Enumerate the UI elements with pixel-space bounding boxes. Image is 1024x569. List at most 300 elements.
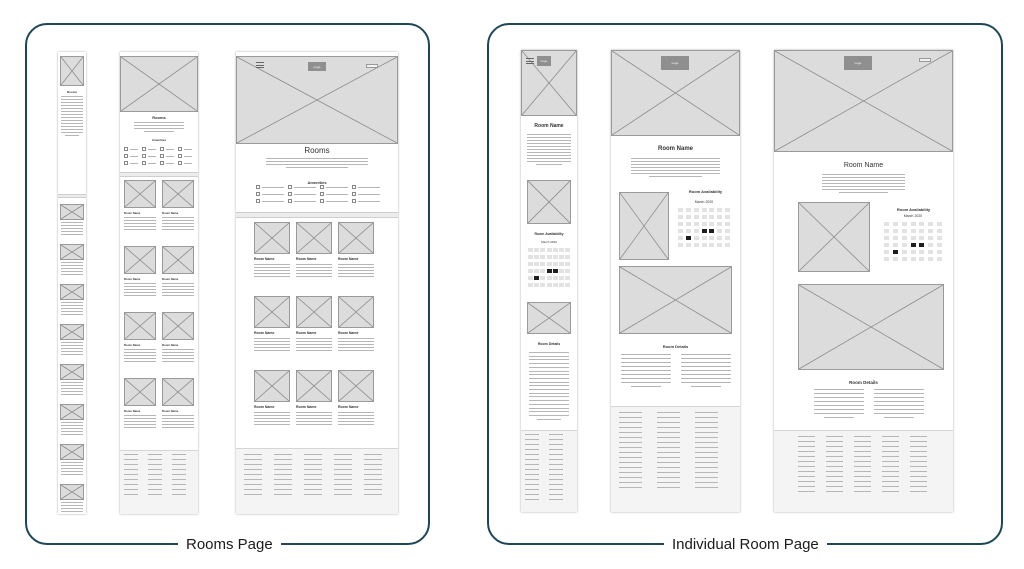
calendar-day[interactable] bbox=[534, 276, 539, 280]
footer-link[interactable] bbox=[619, 412, 642, 413]
calendar-day[interactable] bbox=[678, 215, 683, 219]
calendar-day[interactable] bbox=[928, 222, 933, 226]
footer-link[interactable] bbox=[549, 439, 563, 440]
footer-link[interactable] bbox=[304, 469, 322, 470]
footer-link[interactable] bbox=[910, 481, 927, 482]
footer-link[interactable] bbox=[364, 459, 382, 460]
menu-icon[interactable] bbox=[256, 62, 264, 68]
footer-link[interactable] bbox=[826, 481, 843, 482]
footer-link[interactable] bbox=[124, 479, 138, 480]
footer-link[interactable] bbox=[854, 491, 871, 492]
availability-calendar[interactable] bbox=[882, 214, 944, 264]
calendar-day[interactable] bbox=[547, 276, 552, 280]
calendar-day[interactable] bbox=[702, 222, 707, 226]
footer-link[interactable] bbox=[798, 441, 815, 442]
footer-link[interactable] bbox=[304, 464, 322, 465]
footer-link[interactable] bbox=[549, 499, 563, 500]
calendar-day[interactable] bbox=[702, 243, 707, 247]
footer-link[interactable] bbox=[854, 456, 871, 457]
calendar-day[interactable] bbox=[717, 243, 722, 247]
footer-link[interactable] bbox=[882, 436, 899, 437]
calendar-day[interactable] bbox=[928, 250, 933, 254]
calendar-day[interactable] bbox=[709, 222, 714, 226]
calendar-day[interactable] bbox=[893, 250, 898, 254]
footer-link[interactable] bbox=[124, 474, 138, 475]
calendar-day[interactable] bbox=[565, 255, 570, 259]
footer-link[interactable] bbox=[172, 469, 186, 470]
footer-link[interactable] bbox=[334, 474, 352, 475]
footer-link[interactable] bbox=[525, 439, 539, 440]
footer-link[interactable] bbox=[910, 436, 927, 437]
footer-link[interactable] bbox=[244, 494, 262, 495]
footer-link[interactable] bbox=[854, 451, 871, 452]
calendar-day[interactable] bbox=[686, 222, 691, 226]
calendar-day[interactable] bbox=[717, 222, 722, 226]
footer-link[interactable] bbox=[304, 479, 322, 480]
footer-link[interactable] bbox=[882, 441, 899, 442]
calendar-day[interactable] bbox=[911, 257, 916, 261]
calendar-day[interactable] bbox=[709, 243, 714, 247]
calendar-day[interactable] bbox=[534, 269, 539, 273]
calendar-day[interactable] bbox=[928, 243, 933, 247]
footer-link[interactable] bbox=[304, 459, 322, 460]
footer-link[interactable] bbox=[798, 476, 815, 477]
footer-link[interactable] bbox=[826, 446, 843, 447]
footer-link[interactable] bbox=[244, 479, 262, 480]
footer-link[interactable] bbox=[172, 484, 186, 485]
footer-link[interactable] bbox=[657, 432, 680, 433]
footer-link[interactable] bbox=[172, 459, 186, 460]
calendar-day[interactable] bbox=[565, 262, 570, 266]
footer-link[interactable] bbox=[172, 494, 186, 495]
footer-link[interactable] bbox=[882, 486, 899, 487]
calendar-day[interactable] bbox=[919, 236, 924, 240]
calendar-day[interactable] bbox=[725, 215, 730, 219]
footer-link[interactable] bbox=[882, 451, 899, 452]
calendar-day[interactable] bbox=[540, 276, 545, 280]
calendar-day[interactable] bbox=[709, 236, 714, 240]
calendar-day[interactable] bbox=[884, 243, 889, 247]
footer-link[interactable] bbox=[525, 479, 539, 480]
calendar-day[interactable] bbox=[694, 222, 699, 226]
footer-link[interactable] bbox=[826, 461, 843, 462]
footer-link[interactable] bbox=[274, 459, 292, 460]
footer-link[interactable] bbox=[124, 494, 138, 495]
footer-link[interactable] bbox=[274, 469, 292, 470]
footer-link[interactable] bbox=[882, 471, 899, 472]
footer-link[interactable] bbox=[826, 441, 843, 442]
footer-link[interactable] bbox=[619, 467, 642, 468]
calendar-day[interactable] bbox=[893, 236, 898, 240]
footer-link[interactable] bbox=[549, 444, 563, 445]
calendar-day[interactable] bbox=[694, 229, 699, 233]
calendar-day[interactable] bbox=[937, 222, 942, 226]
footer-link[interactable] bbox=[619, 482, 642, 483]
footer-link[interactable] bbox=[657, 457, 680, 458]
footer-link[interactable] bbox=[148, 464, 162, 465]
footer-link[interactable] bbox=[549, 449, 563, 450]
footer-link[interactable] bbox=[798, 456, 815, 457]
calendar-day[interactable] bbox=[553, 276, 558, 280]
calendar-day[interactable] bbox=[911, 243, 916, 247]
footer-link[interactable] bbox=[798, 471, 815, 472]
footer-link[interactable] bbox=[695, 442, 718, 443]
calendar-day[interactable] bbox=[709, 229, 714, 233]
calendar-day[interactable] bbox=[694, 236, 699, 240]
footer-link[interactable] bbox=[124, 469, 138, 470]
calendar-day[interactable] bbox=[717, 215, 722, 219]
calendar-day[interactable] bbox=[540, 255, 545, 259]
calendar-day[interactable] bbox=[565, 276, 570, 280]
footer-link[interactable] bbox=[172, 454, 186, 455]
footer-link[interactable] bbox=[304, 454, 322, 455]
footer-link[interactable] bbox=[525, 444, 539, 445]
calendar-day[interactable] bbox=[937, 229, 942, 233]
footer-link[interactable] bbox=[826, 466, 843, 467]
footer-link[interactable] bbox=[854, 436, 871, 437]
calendar-day[interactable] bbox=[702, 229, 707, 233]
footer-link[interactable] bbox=[695, 417, 718, 418]
calendar-day[interactable] bbox=[884, 222, 889, 226]
footer-link[interactable] bbox=[657, 417, 680, 418]
calendar-day[interactable] bbox=[937, 257, 942, 261]
footer-link[interactable] bbox=[798, 486, 815, 487]
footer-link[interactable] bbox=[910, 456, 927, 457]
footer-link[interactable] bbox=[549, 474, 563, 475]
footer-link[interactable] bbox=[910, 491, 927, 492]
footer-link[interactable] bbox=[798, 491, 815, 492]
footer-link[interactable] bbox=[657, 477, 680, 478]
footer-link[interactable] bbox=[549, 434, 563, 435]
footer-link[interactable] bbox=[244, 469, 262, 470]
availability-calendar[interactable] bbox=[527, 240, 571, 280]
footer-link[interactable] bbox=[364, 484, 382, 485]
calendar-day[interactable] bbox=[686, 229, 691, 233]
footer-link[interactable] bbox=[826, 436, 843, 437]
footer-link[interactable] bbox=[525, 464, 539, 465]
footer-link[interactable] bbox=[695, 432, 718, 433]
footer-link[interactable] bbox=[619, 442, 642, 443]
calendar-day[interactable] bbox=[911, 229, 916, 233]
footer-link[interactable] bbox=[657, 452, 680, 453]
calendar-day[interactable] bbox=[686, 243, 691, 247]
footer-link[interactable] bbox=[695, 422, 718, 423]
footer-link[interactable] bbox=[364, 494, 382, 495]
footer-link[interactable] bbox=[364, 469, 382, 470]
calendar-day[interactable] bbox=[919, 243, 924, 247]
footer-link[interactable] bbox=[525, 459, 539, 460]
calendar-day[interactable] bbox=[694, 243, 699, 247]
calendar-day[interactable] bbox=[540, 283, 545, 287]
footer-link[interactable] bbox=[910, 476, 927, 477]
calendar-day[interactable] bbox=[702, 236, 707, 240]
calendar-day[interactable] bbox=[678, 208, 683, 212]
footer-link[interactable] bbox=[910, 461, 927, 462]
footer-link[interactable] bbox=[619, 472, 642, 473]
calendar-day[interactable] bbox=[678, 236, 683, 240]
footer-link[interactable] bbox=[304, 484, 322, 485]
calendar-day[interactable] bbox=[528, 276, 533, 280]
footer-link[interactable] bbox=[274, 489, 292, 490]
footer-link[interactable] bbox=[854, 466, 871, 467]
calendar-day[interactable] bbox=[553, 262, 558, 266]
footer-link[interactable] bbox=[525, 449, 539, 450]
footer-link[interactable] bbox=[549, 469, 563, 470]
footer-link[interactable] bbox=[882, 466, 899, 467]
calendar-day[interactable] bbox=[893, 222, 898, 226]
footer-link[interactable] bbox=[657, 422, 680, 423]
calendar-day[interactable] bbox=[902, 222, 907, 226]
footer-link[interactable] bbox=[148, 489, 162, 490]
calendar-day[interactable] bbox=[937, 250, 942, 254]
footer-link[interactable] bbox=[148, 459, 162, 460]
footer-link[interactable] bbox=[695, 447, 718, 448]
calendar-day[interactable] bbox=[725, 236, 730, 240]
calendar-day[interactable] bbox=[919, 257, 924, 261]
footer-link[interactable] bbox=[882, 481, 899, 482]
footer-link[interactable] bbox=[334, 469, 352, 470]
footer-link[interactable] bbox=[826, 471, 843, 472]
calendar-day[interactable] bbox=[534, 248, 539, 252]
calendar-day[interactable] bbox=[709, 215, 714, 219]
calendar-day[interactable] bbox=[528, 269, 533, 273]
calendar-day[interactable] bbox=[884, 257, 889, 261]
footer-link[interactable] bbox=[882, 461, 899, 462]
footer-link[interactable] bbox=[657, 412, 680, 413]
footer-link[interactable] bbox=[334, 484, 352, 485]
footer-link[interactable] bbox=[334, 494, 352, 495]
footer-link[interactable] bbox=[549, 489, 563, 490]
footer-link[interactable] bbox=[695, 482, 718, 483]
footer-link[interactable] bbox=[172, 464, 186, 465]
footer-link[interactable] bbox=[549, 484, 563, 485]
footer-link[interactable] bbox=[882, 456, 899, 457]
calendar-day[interactable] bbox=[893, 229, 898, 233]
footer-link[interactable] bbox=[304, 474, 322, 475]
footer-link[interactable] bbox=[882, 446, 899, 447]
footer-link[interactable] bbox=[525, 434, 539, 435]
footer-link[interactable] bbox=[695, 437, 718, 438]
footer-link[interactable] bbox=[657, 437, 680, 438]
footer-link[interactable] bbox=[619, 452, 642, 453]
footer-link[interactable] bbox=[619, 462, 642, 463]
footer-link[interactable] bbox=[124, 484, 138, 485]
calendar-day[interactable] bbox=[694, 215, 699, 219]
calendar-day[interactable] bbox=[902, 229, 907, 233]
calendar-day[interactable] bbox=[911, 236, 916, 240]
calendar-day[interactable] bbox=[565, 269, 570, 273]
footer-link[interactable] bbox=[124, 454, 138, 455]
footer-link[interactable] bbox=[172, 474, 186, 475]
calendar-day[interactable] bbox=[709, 208, 714, 212]
footer-link[interactable] bbox=[364, 479, 382, 480]
footer-link[interactable] bbox=[657, 447, 680, 448]
footer-link[interactable] bbox=[695, 487, 718, 488]
footer-link[interactable] bbox=[695, 477, 718, 478]
calendar-day[interactable] bbox=[678, 229, 683, 233]
calendar-day[interactable] bbox=[911, 250, 916, 254]
footer-link[interactable] bbox=[826, 486, 843, 487]
footer-link[interactable] bbox=[334, 459, 352, 460]
calendar-day[interactable] bbox=[559, 255, 564, 259]
footer-link[interactable] bbox=[910, 446, 927, 447]
footer-link[interactable] bbox=[798, 466, 815, 467]
footer-link[interactable] bbox=[244, 464, 262, 465]
footer-link[interactable] bbox=[364, 464, 382, 465]
footer-link[interactable] bbox=[798, 446, 815, 447]
calendar-day[interactable] bbox=[884, 236, 889, 240]
calendar-day[interactable] bbox=[725, 229, 730, 233]
calendar-day[interactable] bbox=[553, 283, 558, 287]
calendar-day[interactable] bbox=[678, 222, 683, 226]
calendar-day[interactable] bbox=[559, 269, 564, 273]
header-link[interactable] bbox=[919, 58, 931, 62]
footer-link[interactable] bbox=[826, 456, 843, 457]
footer-link[interactable] bbox=[657, 467, 680, 468]
calendar-day[interactable] bbox=[565, 248, 570, 252]
calendar-day[interactable] bbox=[717, 229, 722, 233]
calendar-day[interactable] bbox=[534, 262, 539, 266]
footer-link[interactable] bbox=[619, 422, 642, 423]
footer-link[interactable] bbox=[525, 499, 539, 500]
footer-link[interactable] bbox=[910, 486, 927, 487]
footer-link[interactable] bbox=[549, 464, 563, 465]
footer-link[interactable] bbox=[274, 479, 292, 480]
calendar-day[interactable] bbox=[919, 250, 924, 254]
calendar-day[interactable] bbox=[553, 269, 558, 273]
footer-link[interactable] bbox=[657, 427, 680, 428]
footer-link[interactable] bbox=[172, 489, 186, 490]
calendar-day[interactable] bbox=[547, 255, 552, 259]
calendar-day[interactable] bbox=[528, 255, 533, 259]
footer-link[interactable] bbox=[549, 459, 563, 460]
footer-link[interactable] bbox=[854, 471, 871, 472]
calendar-day[interactable] bbox=[528, 262, 533, 266]
menu-icon[interactable] bbox=[526, 58, 534, 64]
footer-link[interactable] bbox=[525, 469, 539, 470]
footer-link[interactable] bbox=[148, 479, 162, 480]
calendar-day[interactable] bbox=[553, 255, 558, 259]
calendar-day[interactable] bbox=[893, 243, 898, 247]
calendar-day[interactable] bbox=[902, 257, 907, 261]
footer-link[interactable] bbox=[304, 494, 322, 495]
footer-link[interactable] bbox=[274, 474, 292, 475]
footer-link[interactable] bbox=[274, 494, 292, 495]
footer-link[interactable] bbox=[619, 417, 642, 418]
footer-link[interactable] bbox=[304, 489, 322, 490]
calendar-day[interactable] bbox=[534, 255, 539, 259]
footer-link[interactable] bbox=[826, 476, 843, 477]
calendar-day[interactable] bbox=[547, 283, 552, 287]
footer-link[interactable] bbox=[148, 454, 162, 455]
footer-link[interactable] bbox=[854, 486, 871, 487]
calendar-day[interactable] bbox=[540, 269, 545, 273]
footer-link[interactable] bbox=[334, 479, 352, 480]
footer-link[interactable] bbox=[172, 479, 186, 480]
calendar-day[interactable] bbox=[559, 276, 564, 280]
calendar-day[interactable] bbox=[565, 283, 570, 287]
calendar-day[interactable] bbox=[559, 262, 564, 266]
footer-link[interactable] bbox=[549, 454, 563, 455]
footer-link[interactable] bbox=[619, 447, 642, 448]
footer-link[interactable] bbox=[244, 489, 262, 490]
calendar-day[interactable] bbox=[547, 269, 552, 273]
footer-link[interactable] bbox=[854, 461, 871, 462]
calendar-day[interactable] bbox=[937, 236, 942, 240]
calendar-day[interactable] bbox=[902, 250, 907, 254]
calendar-day[interactable] bbox=[686, 208, 691, 212]
footer-link[interactable] bbox=[695, 467, 718, 468]
footer-link[interactable] bbox=[124, 464, 138, 465]
calendar-day[interactable] bbox=[928, 257, 933, 261]
footer-link[interactable] bbox=[798, 481, 815, 482]
calendar-day[interactable] bbox=[528, 248, 533, 252]
calendar-day[interactable] bbox=[725, 243, 730, 247]
calendar-day[interactable] bbox=[902, 236, 907, 240]
footer-link[interactable] bbox=[244, 484, 262, 485]
footer-link[interactable] bbox=[148, 474, 162, 475]
calendar-day[interactable] bbox=[884, 250, 889, 254]
footer-link[interactable] bbox=[695, 472, 718, 473]
calendar-day[interactable] bbox=[928, 229, 933, 233]
footer-link[interactable] bbox=[525, 484, 539, 485]
footer-link[interactable] bbox=[854, 441, 871, 442]
calendar-day[interactable] bbox=[559, 283, 564, 287]
footer-link[interactable] bbox=[657, 442, 680, 443]
footer-link[interactable] bbox=[910, 471, 927, 472]
footer-link[interactable] bbox=[798, 436, 815, 437]
calendar-day[interactable] bbox=[547, 262, 552, 266]
calendar-day[interactable] bbox=[919, 229, 924, 233]
calendar-day[interactable] bbox=[717, 236, 722, 240]
footer-link[interactable] bbox=[334, 454, 352, 455]
footer-link[interactable] bbox=[657, 482, 680, 483]
calendar-day[interactable] bbox=[717, 208, 722, 212]
footer-link[interactable] bbox=[148, 494, 162, 495]
footer-link[interactable] bbox=[695, 457, 718, 458]
footer-link[interactable] bbox=[695, 452, 718, 453]
footer-link[interactable] bbox=[274, 484, 292, 485]
calendar-day[interactable] bbox=[528, 283, 533, 287]
footer-link[interactable] bbox=[619, 432, 642, 433]
footer-link[interactable] bbox=[910, 451, 927, 452]
footer-link[interactable] bbox=[124, 489, 138, 490]
footer-link[interactable] bbox=[657, 462, 680, 463]
footer-link[interactable] bbox=[148, 484, 162, 485]
footer-link[interactable] bbox=[619, 427, 642, 428]
footer-link[interactable] bbox=[148, 469, 162, 470]
footer-link[interactable] bbox=[619, 477, 642, 478]
calendar-day[interactable] bbox=[678, 243, 683, 247]
footer-link[interactable] bbox=[334, 464, 352, 465]
footer-link[interactable] bbox=[657, 487, 680, 488]
footer-link[interactable] bbox=[854, 476, 871, 477]
footer-link[interactable] bbox=[525, 489, 539, 490]
footer-link[interactable] bbox=[910, 441, 927, 442]
calendar-day[interactable] bbox=[725, 222, 730, 226]
footer-link[interactable] bbox=[244, 459, 262, 460]
footer-link[interactable] bbox=[798, 461, 815, 462]
calendar-day[interactable] bbox=[553, 248, 558, 252]
footer-link[interactable] bbox=[244, 474, 262, 475]
calendar-day[interactable] bbox=[902, 243, 907, 247]
footer-link[interactable] bbox=[910, 466, 927, 467]
footer-link[interactable] bbox=[274, 454, 292, 455]
calendar-day[interactable] bbox=[540, 262, 545, 266]
footer-link[interactable] bbox=[525, 494, 539, 495]
calendar-day[interactable] bbox=[937, 243, 942, 247]
footer-link[interactable] bbox=[695, 412, 718, 413]
